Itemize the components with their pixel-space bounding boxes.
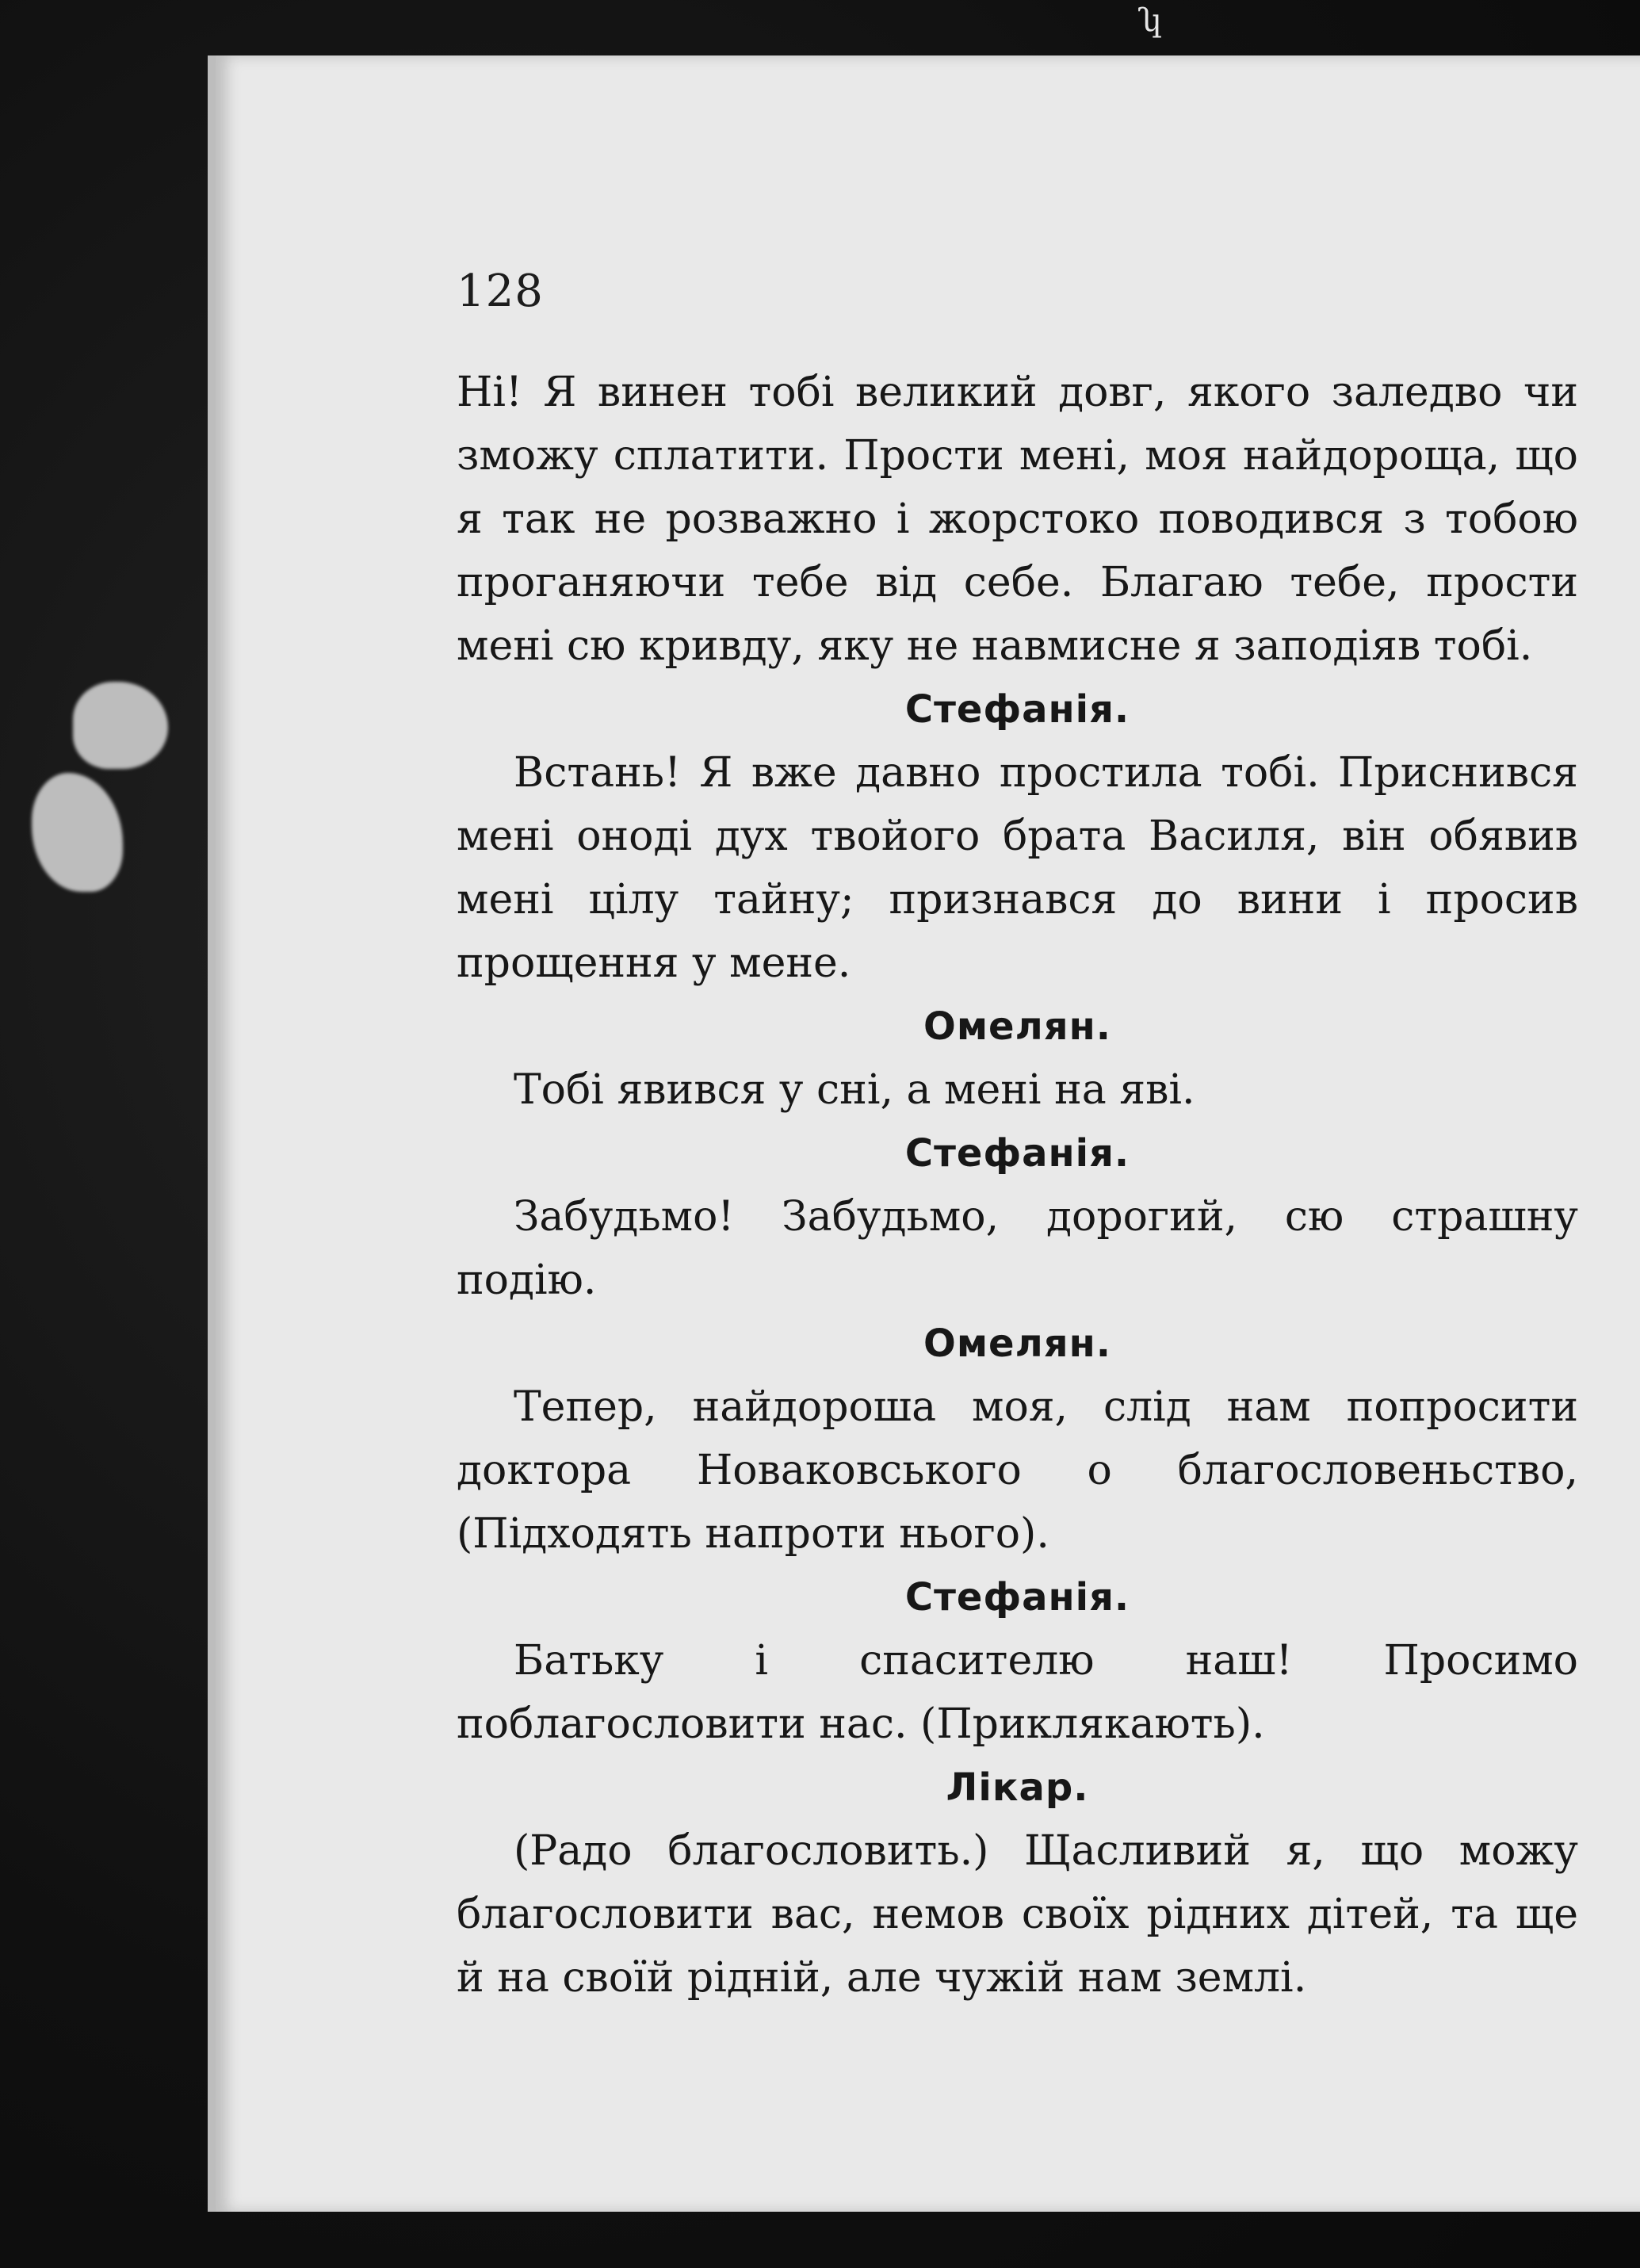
paragraph: Забудьмо! Забудьмо, дорогий, сю страшну подію. xyxy=(457,1193,1578,1304)
paragraph: Ні! Я винен тобі великий довг, якого заледво чи зможу сплатити. Прости мені, моя найдороща, що я так не розважно і жорстоко поводився з тобою проганяючи тебе від себе. Благаю тебе, прости мені сю кривду, яку не навмисне я заподіяв тобі. xyxy=(457,369,1578,670)
corner-mark: ʮ xyxy=(1137,2,1163,39)
paragraph: Тобі явився у сні, а мені на яві. xyxy=(514,1066,1195,1114)
paragraph: Тепер, найдороша моя, слід нам попросити доктора Новаковського о благословеньство, (Підходять напроти нього). xyxy=(457,1383,1578,1558)
speaker-name: Стефанія. xyxy=(904,687,1130,732)
speaker-name: Стефанія. xyxy=(904,1131,1130,1176)
paragraph: (Радо благословить.) Щасливий я, що можу благословити вас, немов своїх рідних дітей, та ще й на своїй рідній, але чужій нам землі. xyxy=(457,1827,1578,2002)
page-body xyxy=(457,361,1578,2010)
speaker-name: Омелян. xyxy=(923,1004,1111,1049)
page-number: 128 xyxy=(457,266,544,317)
speaker-name: Стефанія. xyxy=(904,1575,1130,1620)
paper-fragment-mark xyxy=(73,682,168,769)
speaker-name: Лікар. xyxy=(946,1765,1089,1810)
paragraph: Батьку і спасителю наш! Просимо поблагословити нас. (Приклякають). xyxy=(457,1637,1578,1748)
paragraph: Встань! Я вже давно простила тобі. Приснився мені оноді дух твойого брата Василя, він обявив мені цілу тайну; признався до вини і просив прощення у мене. xyxy=(457,749,1578,987)
speaker-name: Омелян. xyxy=(923,1321,1111,1366)
